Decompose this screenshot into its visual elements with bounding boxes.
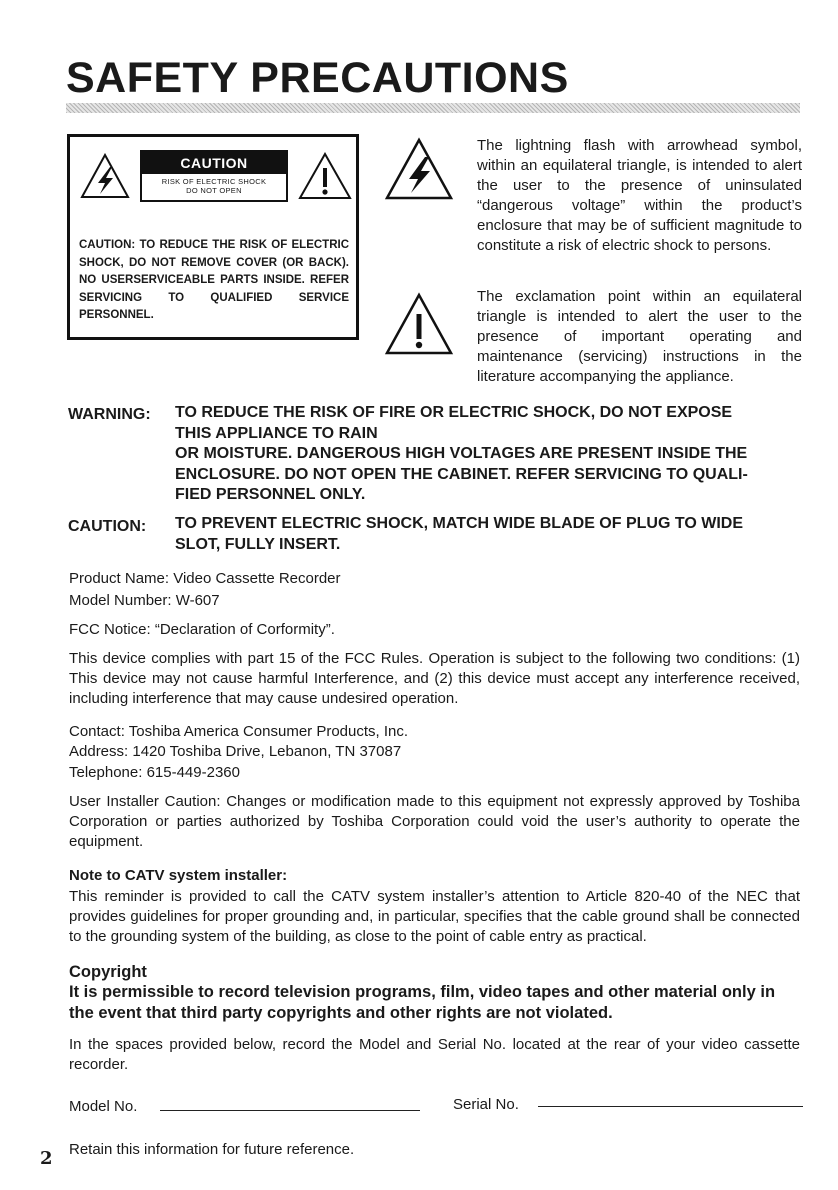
lightning-triangle-icon [384,137,454,201]
model-no-field[interactable] [160,1110,420,1111]
contact-telephone: Telephone: 615-449-2360 [69,764,240,781]
warning-label: WARNING: [68,406,151,423]
fcc-compliance-text: This device complies with part 15 of the FCC Rules. Operation is subject to the following two conditions: (1) This device may not cause harmful Interference, and (2) this device must accept any interference received, including interference that may cause undesired operation. [69,650,800,707]
caution-label: CAUTION: [68,518,147,535]
caution-label-text: CAUTION: TO REDUCE THE RISK OF ELECTRIC SHOCK, DO NOT REMOVE COVER (OR BACK). NO USERSERVICEABLE PARTS INSIDE. REFER SERVICING TO QUALIFIED SERVICE PERSONNEL. [79,239,349,321]
contact-address: Address: 1420 Toshiba Drive, Lebanon, TN 37087 [69,743,402,760]
warning-line: THIS APPLIANCE TO RAIN [175,424,378,442]
caution-banner-line1: RISK OF ELECTRIC SHOCK [161,177,267,186]
fcc-notice: FCC Notice: “Declaration of Corformity”. [69,621,335,638]
warning-line: OR MOISTURE. DANGEROUS HIGH VOLTAGES ARE PRESENT INSIDE THE [175,445,748,462]
page-number: 2 [40,1148,53,1169]
record-instructions: In the spaces provided below, record the Model and Serial No. located at the rear of your video cassette recorder. [69,1036,800,1073]
caution-banner [140,150,288,202]
caution-line: SLOT, FULLY INSERT. [175,535,341,553]
exclamation-symbol-description: The exclamation point within an equilateral triangle is intended to alert the user to the presence of important operating and maintenance (servicing) instructions in the literature accompanying the appliance. [477,288,802,385]
product-name: Product Name: Video Cassette Recorder [69,570,341,587]
warning-text [175,403,800,506]
title-underline [66,103,800,113]
model-no-label: Model No. [69,1098,138,1115]
copyright-text: It is permissible to record television programs, film, video tapes and other material only in the event that third party copyrights and other rights are not violated. [69,983,776,1022]
contact-company: Contact: Toshiba America Consumer Products, Inc. [69,723,409,740]
caution-banner-title: CAUTION [142,152,286,174]
warning-line: FIED PERSONNEL ONLY. [175,486,366,503]
caution-banner-line2: DO NOT OPEN [186,186,242,195]
warning-line: ENCLOSURE. DO NOT OPEN THE CABINET. REFER SERVICING TO QUALI- [175,465,748,483]
lightning-warning-icon [80,153,130,199]
retain-note: Retain this information for future reference. [69,1141,355,1158]
exclamation-triangle-icon [384,292,454,356]
installer-caution: User Installer Caution: Changes or modification made to this equipment not expressly approved by Toshiba Corporation or parties authorized by Toshiba Corporation could void the user’s authority to operate the equipment. [69,793,800,850]
serial-no-field[interactable] [538,1106,803,1107]
caution-text [175,514,800,555]
exclamation-warning-icon-small [298,152,352,200]
page-title: SAFETY PRECAUTIONS [66,54,569,102]
catv-text: This reminder is provided to call the CATV system installer’s attention to Article 820-40 of the NEC that provides guidelines for proper grounding and, in particular, specifies that the cable ground shall be connected to the grounding system of the building, as close to the point of cable entry as practical. [69,888,800,945]
model-number: Model Number: W-607 [69,592,220,609]
lightning-symbol-description: The lightning flash with arrowhead symbol, within an equilateral triangle, is intended to alert the user to the presence of uninsulated “dangerous voltage” within the product’s enclosure that may be of sufficient magnitude to constitute a risk of electric shock to persons. [477,137,802,254]
caution-label-box [67,134,359,340]
catv-heading: Note to CATV system installer: [69,867,288,884]
warning-line: TO REDUCE THE RISK OF FIRE OR ELECTRIC SHOCK, DO NOT EXPOSE [175,404,733,421]
serial-no-label: Serial No. [453,1096,519,1113]
caution-line: TO PREVENT ELECTRIC SHOCK, MATCH WIDE BLADE OF PLUG TO WIDE [175,515,744,532]
copyright-heading: Copyright [69,963,147,981]
